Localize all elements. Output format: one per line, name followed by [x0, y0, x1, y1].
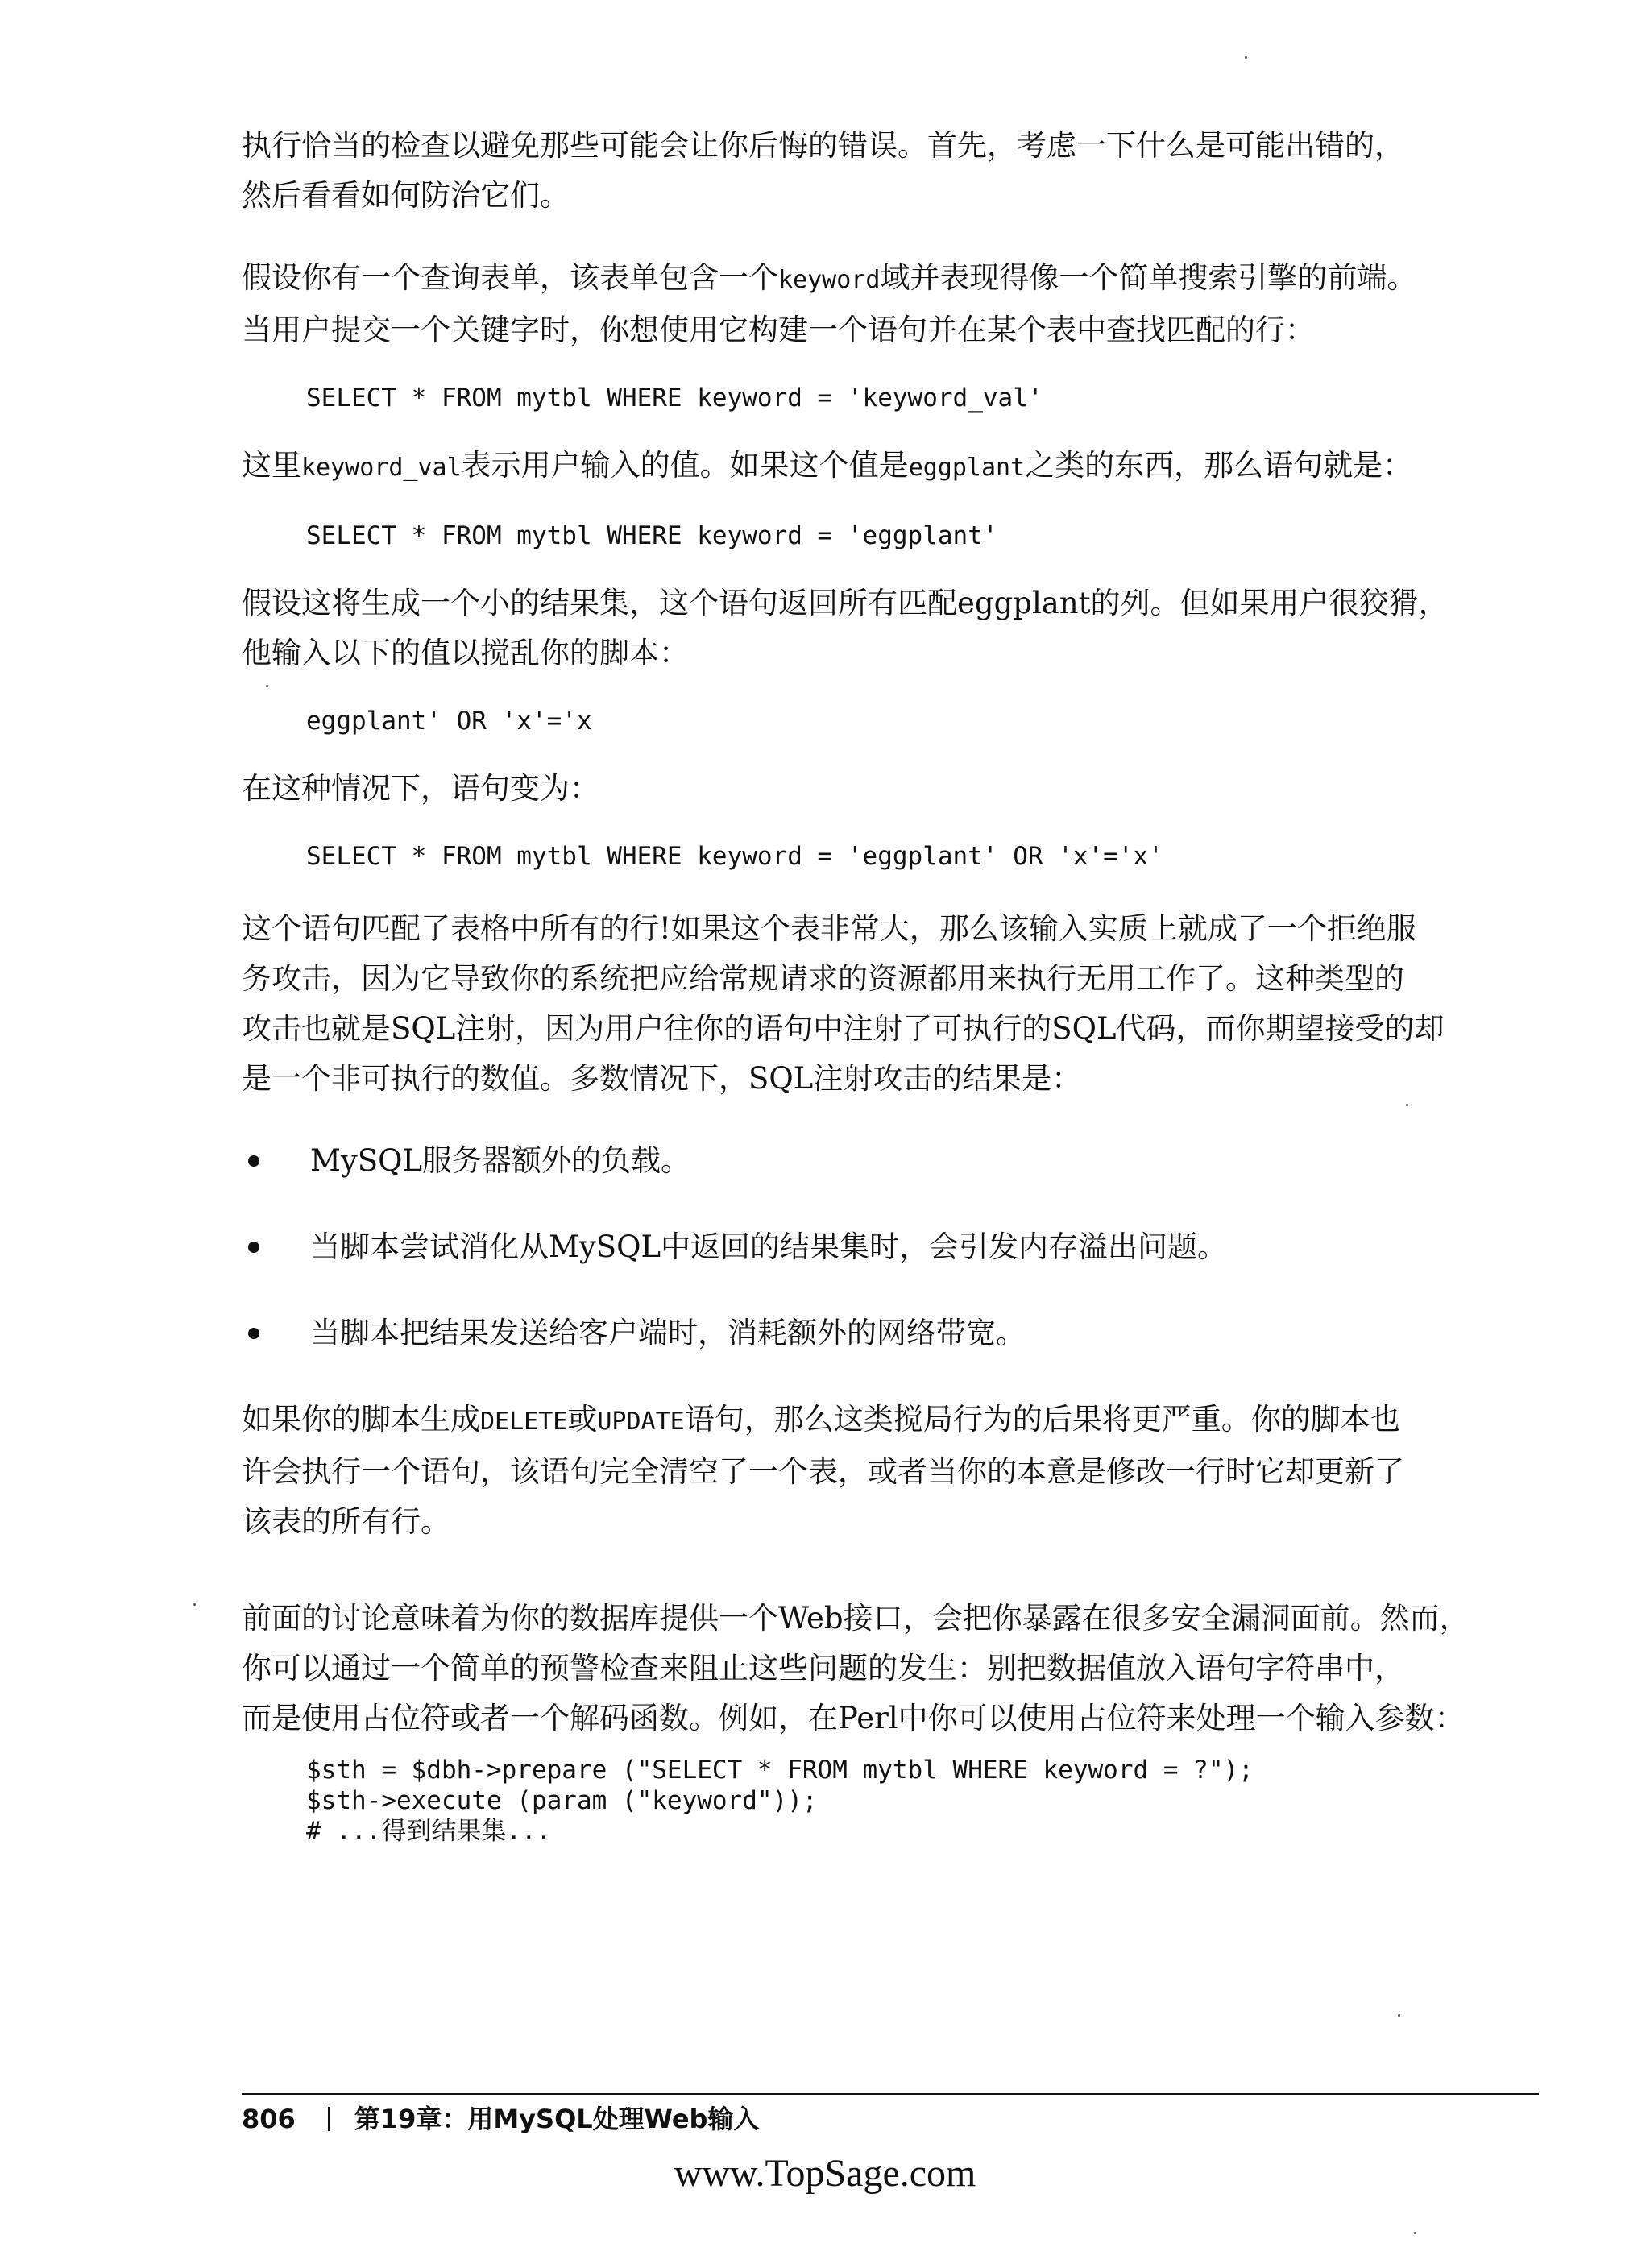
text-span: 域并表现得像一个简单搜索引擎的前端。: [880, 260, 1417, 295]
text-line: [242, 253, 1539, 305]
text-line: 你可以通过一个简单的预警检查来阻止这些问题的发生：别把数据值放入语句字符串中，: [242, 1651, 1404, 1685]
code-block-select-eggplant: SELECT * FROM mytbl WHERE keyword = 'eggplant': [306, 521, 998, 550]
paragraph-malicious-input: [242, 578, 1539, 678]
text-span: 语句，那么这类搅局行为的后果将更严重。你的脚本也: [684, 1402, 1400, 1437]
text-line: 许会执行一个语句，该语句完全清空了一个表，或者当你的本意是修改一行时它却更新了: [242, 1454, 1404, 1489]
paragraph-intro: [242, 121, 1539, 221]
paragraph-placeholders: [242, 1594, 1539, 1743]
watermark-url: www.TopSage.com: [674, 2152, 976, 2195]
list-item: [242, 1222, 1539, 1272]
paragraph-query-form: [242, 253, 1539, 355]
inline-code: eggplant: [908, 454, 1026, 482]
footer-separator: [328, 2107, 330, 2131]
text-span: 这里: [242, 448, 301, 483]
scan-speck: [1245, 56, 1247, 59]
code-block-select-keyword: SELECT * FROM mytbl WHERE keyword = 'keyword_val': [306, 384, 1043, 413]
text-line: 攻击也就是SQL注射，因为用户往你的语句中注射了可执行的SQL代码，而你期望接受的却: [242, 1011, 1445, 1046]
text-span: 假设你有一个查询表单，该表单包含一个: [242, 260, 778, 295]
text-line: 而是使用占位符或者一个解码函数。例如，在Perl中你可以使用占位符来处理一个输入参数：: [242, 1701, 1465, 1735]
paragraph-delete-update: [242, 1395, 1539, 1547]
text-line: 然后看看如何防治它们。: [242, 178, 570, 213]
list-item: [242, 1136, 1539, 1186]
text-line: 务攻击，因为它导致你的系统把应给常规请求的资源都用来执行无用工作了。这种类型的: [242, 961, 1404, 996]
text-line: 假设这将生成一个小的结果集，这个语句返回所有匹配eggplant的列。但如果用户很狡猾，: [242, 586, 1449, 620]
list-item-text: 当脚本尝试消化从MySQL中返回的结果集时，会引发内存溢出问题。: [310, 1229, 1228, 1264]
scan-speck: [266, 685, 268, 687]
text-line: 执行恰当的检查以避免那些可能会让你后悔的错误。首先，考虑一下什么是可能出错的，: [242, 128, 1404, 163]
list-item-text: 当脚本把结果发送给客户端时，消耗额外的网络带宽。: [310, 1316, 1026, 1350]
text-line: 当用户提交一个关键字时，你想使用它构建一个语句并在某个表中查找匹配的行：: [242, 313, 1315, 347]
text-span: 表示用户输入的值。如果这个值是: [461, 448, 909, 483]
code-line: $sth->execute (param ("keyword"));: [306, 1786, 818, 1815]
code-block-injected-select: SELECT * FROM mytbl WHERE keyword = 'eggplant' OR 'x'='x': [306, 842, 1163, 871]
scan-speck: [1398, 2014, 1400, 2017]
text-line: 该表的所有行。: [242, 1504, 450, 1539]
bullet-list-consequences: [242, 1136, 1539, 1358]
code-block-perl-placeholder: [242, 1755, 1539, 1847]
paragraph-keyword-val: [242, 441, 1539, 493]
text-span: 或: [567, 1402, 598, 1437]
list-item-text: MySQL服务器额外的负载。: [310, 1143, 691, 1178]
page-footer: [242, 2101, 759, 2137]
text-line: 他输入以下的值以搅乱你的脚本：: [242, 636, 689, 670]
text-span: 如果你的脚本生成: [242, 1402, 480, 1437]
inline-code: keyword: [778, 266, 881, 294]
scan-speck: [1414, 2232, 1416, 2234]
text-line: 这个语句匹配了表格中所有的行!如果这个表非常大，那么该输入实质上就成了一个拒绝服: [242, 911, 1416, 946]
page-body: [242, 121, 1539, 1847]
code-block-injection-value: eggplant' OR 'x'='x: [306, 707, 592, 736]
code-line: $sth = $dbh->prepare ("SELECT * FROM mytbl WHERE keyword = ?");: [306, 1756, 1254, 1785]
inline-code: UPDATE: [597, 1408, 685, 1436]
page-number: 806: [242, 2104, 296, 2134]
inline-code: DELETE: [480, 1408, 568, 1436]
text-span: 之类的东西，那么语句就是：: [1025, 448, 1413, 483]
paragraph-statement-becomes: [242, 764, 1539, 814]
bullet-icon: [248, 1328, 259, 1339]
code-line: # ...得到结果集...: [306, 1817, 552, 1846]
chapter-title: 第19章：用MySQL处理Web输入: [354, 2104, 760, 2134]
bullet-icon: [248, 1242, 259, 1253]
text-line: [242, 441, 1539, 493]
text-line: [242, 1395, 1539, 1447]
footer-rule: [242, 2093, 1539, 2095]
paragraph-sql-injection: [242, 904, 1539, 1104]
scan-speck: [1406, 1104, 1408, 1106]
list-item: [242, 1308, 1539, 1358]
text-line: 是一个非可执行的数值。多数情况下，SQL注射攻击的结果是：: [242, 1061, 1082, 1096]
text-line: 在这种情况下，语句变为：: [242, 771, 599, 806]
bullet-icon: [248, 1155, 259, 1167]
inline-code: keyword_val: [301, 454, 462, 482]
scan-speck: [193, 1603, 196, 1606]
text-line: 前面的讨论意味着为你的数据库提供一个Web接口，会把你暴露在很多安全漏洞面前。然而，: [242, 1601, 1470, 1636]
